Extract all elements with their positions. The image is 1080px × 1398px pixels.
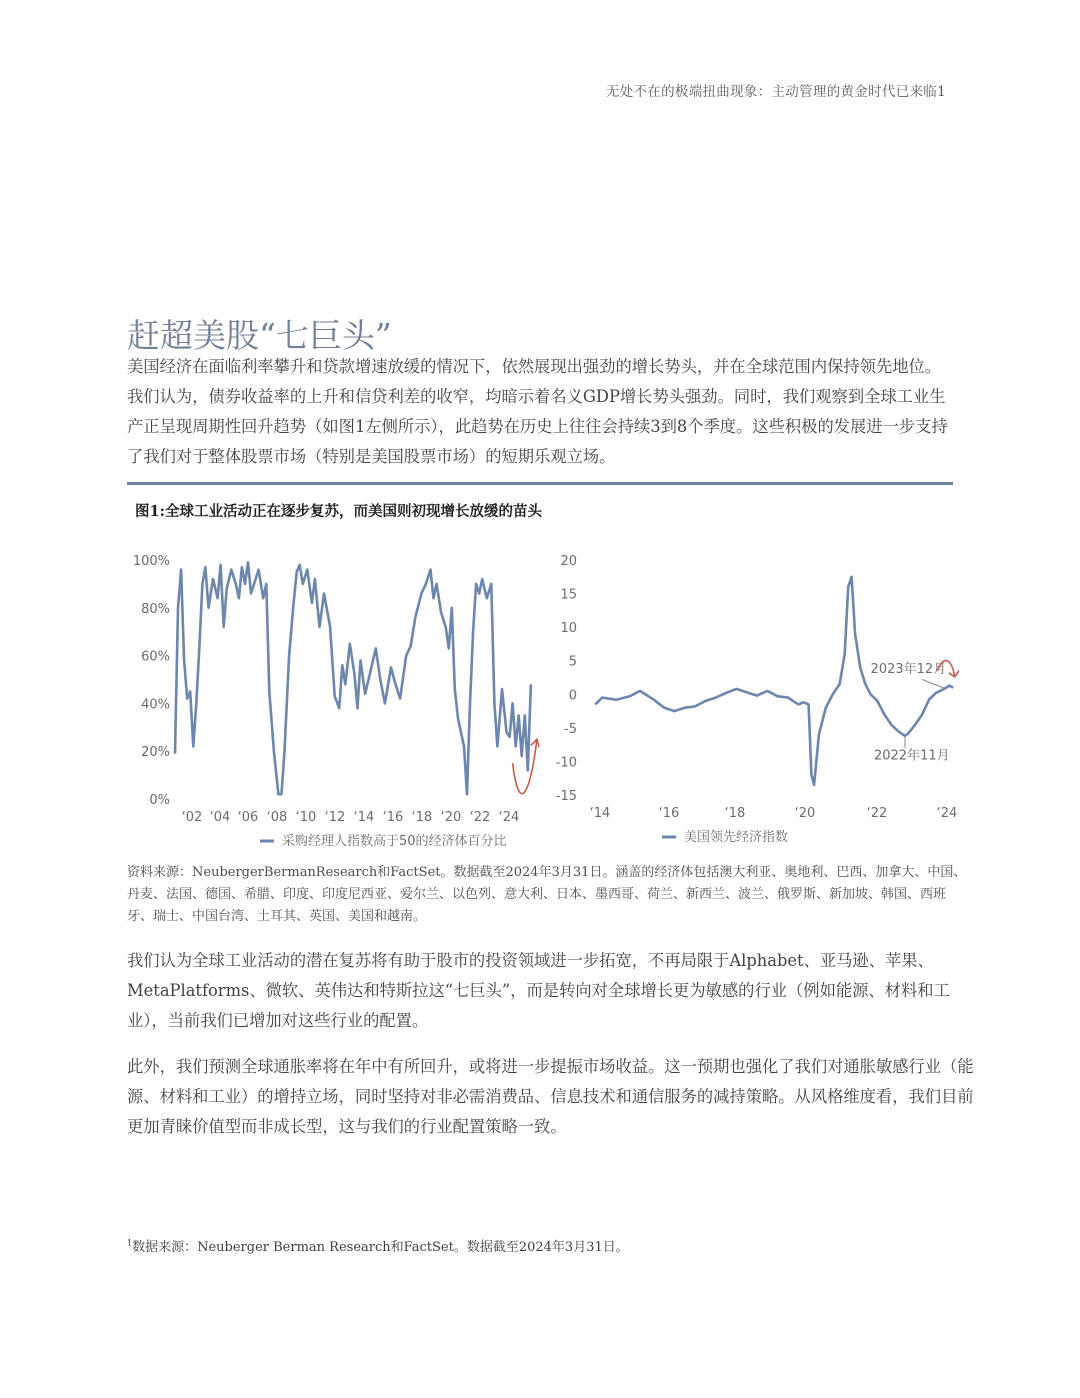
body-paragraph-1: 我们认为全球工业活动的潜在复苏将有助于股市的投资领域进一步拓宽，不再局限于Alphabet、亚马逊、苹果、MetaPlatforms、微软、英伟达和特斯拉这“七巨头”，而是转向对全球增长更为敏感的行业（例如能源、材料和工业），当前我们已增加对这些行业的配置。 xyxy=(127,951,950,1030)
x-tick-label: ‘06 xyxy=(237,810,259,825)
section-title: 赶超美股“七巨头” xyxy=(127,316,392,355)
y-tick-label: -10 xyxy=(555,755,577,771)
figure-source-note: 资料来源：NeubergerBermanResearch和FactSet。数据截至2024年3月31日。涵盖的经济体包括澳大利亚、奥地利、巴西、加拿大、中国、丹麦、法国、德国、希腊、印度、印度尼西亚、爱尔兰、以色列、意大利、日本、墨西哥、荷兰、新西兰、波兰、俄罗斯、新加坡、韩国、西班牙、瑞士、中国台湾、土耳其、英国、美国和越南。 xyxy=(127,865,967,924)
intro-paragraph: 美国经济在面临利率攀升和贷款增速放缓的情况下，依然展现出强劲的增长势头，并在全球范围内保持领先地位。我们认为，债券收益率的上升和信贷利差的收窄，均暗示着名义GDP增长势头强劲。同时，我们观察到全球工业生产正呈现周期性回升趋势（如图1左侧所示），此趋势在历史上往往会持续3到8个季度。这些积极的发展进一步支持了我们对于整体股票市场（特别是美国股票市场）的短期乐观立场。 xyxy=(127,357,948,466)
x-tick-label: ‘14 xyxy=(353,810,375,825)
chart-leading-index xyxy=(540,540,970,855)
y-tick-label: 20 xyxy=(560,554,577,569)
chart-lei-svg xyxy=(540,540,970,855)
footnote xyxy=(127,1236,629,1255)
figure-title: 图1:全球工业活动正在逐步复苏，而美国则初现增长放缓的苗头 xyxy=(135,503,542,520)
y-tick-label: 40% xyxy=(141,697,170,713)
annotation-dec-2023: 2023年12月 xyxy=(870,661,947,677)
x-tick-label: ‘22 xyxy=(866,806,888,821)
legend-label: 美国领先经济指数 xyxy=(684,830,789,845)
y-tick-label: -15 xyxy=(555,789,577,804)
legend-label: 采购经理人指数高于50的经济体百分比 xyxy=(282,834,507,849)
x-tick-label: ‘22 xyxy=(469,810,491,825)
chart-pmi-svg xyxy=(120,540,540,855)
x-tick-label: ‘02 xyxy=(181,810,203,825)
y-tick-label: 0 xyxy=(568,688,577,704)
x-tick-label: ‘16 xyxy=(382,810,404,825)
x-tick-label: ‘04 xyxy=(209,810,231,825)
x-tick-label: ‘14 xyxy=(589,806,611,821)
y-tick-label: 5 xyxy=(568,654,577,670)
x-tick-label: ‘20 xyxy=(794,806,816,821)
y-tick-label: 20% xyxy=(141,745,170,761)
annotation-leader-dec-2023 xyxy=(922,680,944,689)
annotation-nov-2022: 2022年11月 xyxy=(873,748,950,764)
x-tick-label: ‘10 xyxy=(295,810,317,825)
x-tick-label: ‘16 xyxy=(658,806,680,821)
body-paragraph-2: 此外，我们预测全球通胀率将在年中有所回升，或将进一步提振市场收益。这一预期也强化了我们对通胀敏感行业（能源、材料和工业）的增持立场，同时坚持对非必需消费品、信息技术和通信服务的减持策略。从风格维度看，我们目前更加青睐价值型而非成长型，这与我们的行业配置策略一致。 xyxy=(127,1057,974,1136)
series-line xyxy=(175,562,531,794)
y-tick-label: -5 xyxy=(564,721,577,737)
y-tick-label: 0% xyxy=(149,793,170,808)
section-divider xyxy=(127,482,953,485)
x-tick-label: ‘18 xyxy=(411,810,433,825)
y-tick-label: 80% xyxy=(141,601,170,617)
x-tick-label: ‘18 xyxy=(724,806,746,821)
x-tick-label: ‘08 xyxy=(266,810,288,825)
x-tick-label: ‘24 xyxy=(498,810,520,825)
x-tick-label: ‘12 xyxy=(324,810,346,825)
document-header-title: 无处不在的极端扭曲现象：主动管理的黄金时代已来临1 xyxy=(605,84,946,100)
trend-arrowhead xyxy=(531,739,539,747)
y-tick-label: 100% xyxy=(132,554,170,569)
footnote-marker: 1 xyxy=(127,1238,133,1248)
x-tick-label: ‘20 xyxy=(440,810,462,825)
x-tick-label: ‘24 xyxy=(936,806,958,821)
chart-pmi-share xyxy=(120,540,540,855)
y-tick-label: 60% xyxy=(141,649,170,665)
y-tick-label: 10 xyxy=(560,621,577,637)
footnote-text: 数据来源：Neuberger Berman Research和FactSet。数据截至2024年3月31日。 xyxy=(132,1240,629,1255)
y-tick-label: 15 xyxy=(560,587,577,603)
